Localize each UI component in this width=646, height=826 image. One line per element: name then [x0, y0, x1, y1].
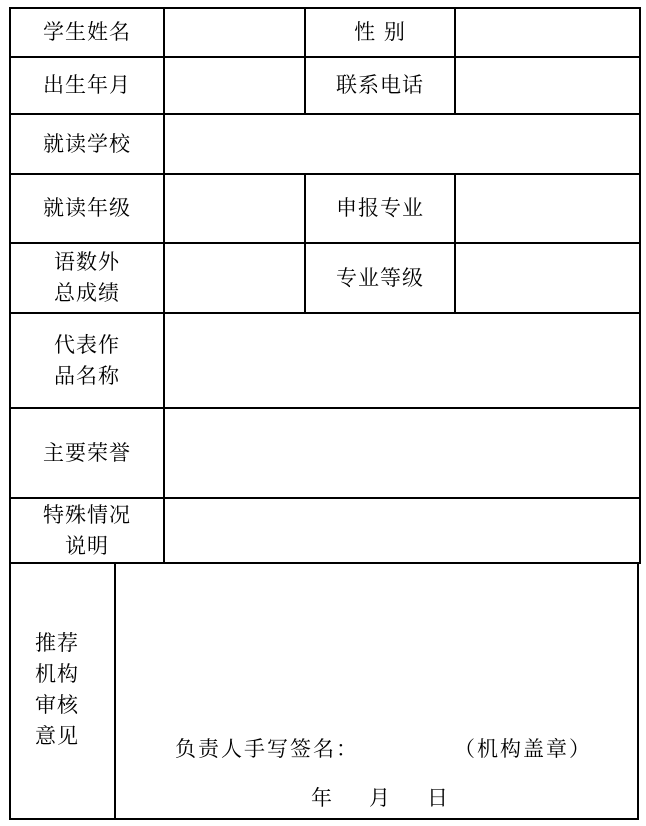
date-line — [311, 782, 448, 812]
student-name-label: 学生姓名 — [10, 8, 164, 57]
level-field[interactable] — [455, 243, 640, 313]
major-label: 申报专业 — [305, 174, 455, 243]
works-field[interactable] — [164, 313, 640, 408]
honors-label: 主要荣誉 — [10, 408, 164, 498]
day-label: 日 — [427, 786, 448, 810]
info-table — [9, 7, 641, 564]
gender-field[interactable] — [455, 8, 640, 57]
review-opinion-label: 推荐 机构 审核 意见 — [11, 562, 116, 818]
registration-form — [9, 7, 639, 822]
special-label: 特殊情况 说明 — [10, 498, 164, 563]
phone-label: 联系电话 — [305, 57, 455, 114]
works-label: 代表作 品名称 — [10, 313, 164, 408]
review-opinion-section — [9, 562, 639, 820]
grade-label: 就读年级 — [10, 174, 164, 243]
birth-field[interactable] — [164, 57, 305, 114]
honors-field[interactable] — [164, 408, 640, 498]
grade-field[interactable] — [164, 174, 305, 243]
school-label: 就读学校 — [10, 114, 164, 174]
special-field[interactable] — [164, 498, 640, 563]
scores-field[interactable] — [164, 243, 305, 313]
signature-label: 负责人手写签名： — [175, 737, 359, 761]
scores-label: 语数外 总成绩 — [10, 243, 164, 313]
year-label: 年 — [311, 786, 332, 810]
month-label: 月 — [369, 786, 390, 810]
seal-label: （机构盖章） — [454, 737, 592, 761]
student-name-field[interactable] — [164, 8, 305, 57]
school-field[interactable] — [164, 114, 640, 174]
level-label: 专业等级 — [305, 243, 455, 313]
birth-label: 出生年月 — [10, 57, 164, 114]
phone-field[interactable] — [455, 57, 640, 114]
gender-label: 性 别 — [305, 8, 455, 57]
major-field[interactable] — [455, 174, 640, 243]
